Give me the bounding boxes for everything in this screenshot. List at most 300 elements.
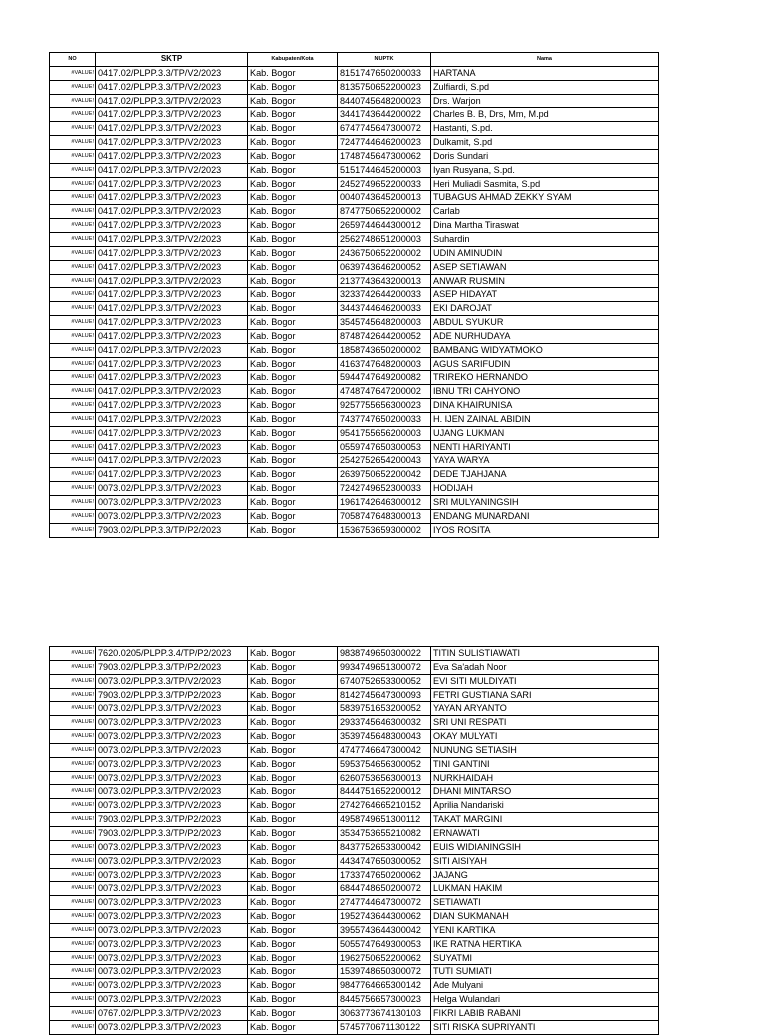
cell-kabupaten-kota: Kab. Bogor [248,951,338,965]
table-row [50,868,659,882]
cell-nuptk: 9838749650300022 [338,647,431,661]
table-row [50,1006,659,1020]
cell-nama: DHANI MINTARSO [431,785,659,799]
cell-nuptk: 3441743644200022 [338,108,431,122]
table-row [50,371,659,385]
cell-kabupaten-kota: Kab. Bogor [248,1006,338,1020]
cell-nama: TITIN SULISTIAWATI [431,647,659,661]
table-row [50,716,659,730]
cell-sktp: 0073.02/PLPP.3.3/TP/V2/2023 [96,937,248,951]
cell-nuptk: 8151747650200033 [338,66,431,80]
cell-kabupaten-kota: Kab. Bogor [248,910,338,924]
cell-nama: UDIN AMINUDIN [431,246,659,260]
cell-nuptk: 5151744645200003 [338,163,431,177]
cell-kabupaten-kota: Kab. Bogor [248,813,338,827]
cell-nama: YAYA WARYA [431,454,659,468]
header-nama: Nama [431,53,659,67]
cell-kabupaten-kota: Kab. Bogor [248,799,338,813]
cell-nama: H. IJEN ZAINAL ABIDIN [431,412,659,426]
cell-nama: ENDANG MUNARDANI [431,509,659,523]
cell-sktp: 0417.02/PLPP.3.3/TP/V2/2023 [96,191,248,205]
cell-nuptk: 1952743644300062 [338,910,431,924]
cell-sktp: 7620.0205/PLPP.3.4/TP/P2/2023 [96,647,248,661]
cell-kabupaten-kota: Kab. Bogor [248,205,338,219]
cell-sktp: 0073.02/PLPP.3.3/TP/V2/2023 [96,757,248,771]
table-row [50,343,659,357]
cell-sktp: 0073.02/PLPP.3.3/TP/V2/2023 [96,923,248,937]
cell-nama: TAKAT MARGINI [431,813,659,827]
table-row [50,993,659,1007]
cell-nuptk: 8440745648200023 [338,94,431,108]
cell-kabupaten-kota: Kab. Bogor [248,965,338,979]
cell-nuptk: 2452749652200033 [338,177,431,191]
cell-nama: Carlab [431,205,659,219]
cell-nuptk: 8444751652200012 [338,785,431,799]
cell-sktp: 0073.02/PLPP.3.3/TP/V2/2023 [96,771,248,785]
cell-sktp: 0417.02/PLPP.3.3/TP/V2/2023 [96,274,248,288]
cell-nama: Helga Wulandari [431,993,659,1007]
cell-nuptk: 6740752653300052 [338,674,431,688]
cell-nuptk: 5944747649200082 [338,371,431,385]
cell-nama: TUBAGUS AHMAD ZEKKY SYAM [431,191,659,205]
cell-nama: Drs. Warjon [431,94,659,108]
cell-nuptk: 3534753655210082 [338,826,431,840]
cell-sktp: 0417.02/PLPP.3.3/TP/V2/2023 [96,260,248,274]
cell-kabupaten-kota: Kab. Bogor [248,177,338,191]
cell-sktp: 0073.02/PLPP.3.3/TP/V2/2023 [96,910,248,924]
cell-nuptk: 2562748651200003 [338,232,431,246]
cell-no: #VALUE! [50,385,96,399]
cell-nama: DEDE TJAHJANA [431,468,659,482]
cell-nuptk: 1961742646300012 [338,496,431,510]
cell-nama: SRI MULYANINGSIH [431,496,659,510]
cell-nuptk: 3233742644200033 [338,288,431,302]
cell-kabupaten-kota: Kab. Bogor [248,288,338,302]
cell-kabupaten-kota: Kab. Bogor [248,688,338,702]
header-kabupaten-kota: Kabupaten/Kota [248,53,338,67]
cell-nuptk: 3443744646200033 [338,302,431,316]
header-nuptk: NUPTK [338,53,431,67]
table-row [50,454,659,468]
cell-nama: ADE NURHUDAYA [431,329,659,343]
cell-nama: ABDUL SYUKUR [431,316,659,330]
cell-nuptk: 0559747650300053 [338,440,431,454]
cell-nama: Ade Mulyani [431,979,659,993]
cell-no: #VALUE! [50,896,96,910]
cell-kabupaten-kota: Kab. Bogor [248,219,338,233]
cell-nama: DIAN SUKMANAH [431,910,659,924]
cell-kabupaten-kota: Kab. Bogor [248,329,338,343]
cell-kabupaten-kota: Kab. Bogor [248,482,338,496]
cell-sktp: 7903.02/PLPP.3.3/TP/P2/2023 [96,826,248,840]
table-row [50,205,659,219]
cell-sktp: 0073.02/PLPP.3.3/TP/V2/2023 [96,482,248,496]
cell-kabupaten-kota: Kab. Bogor [248,868,338,882]
cell-nuptk: 3539745648300043 [338,730,431,744]
cell-sktp: 0417.02/PLPP.3.3/TP/V2/2023 [96,246,248,260]
cell-kabupaten-kota: Kab. Bogor [248,757,338,771]
cell-no: #VALUE! [50,232,96,246]
cell-kabupaten-kota: Kab. Bogor [248,246,338,260]
cell-no: #VALUE! [50,357,96,371]
cell-kabupaten-kota: Kab. Bogor [248,122,338,136]
cell-no: #VALUE! [50,1006,96,1020]
cell-sktp: 0417.02/PLPP.3.3/TP/V2/2023 [96,66,248,80]
cell-sktp: 7903.02/PLPP.3.3/TP/P2/2023 [96,660,248,674]
cell-sktp: 0073.02/PLPP.3.3/TP/V2/2023 [96,730,248,744]
cell-sktp: 0073.02/PLPP.3.3/TP/V2/2023 [96,882,248,896]
cell-nuptk: 7058747648300013 [338,509,431,523]
table-row [50,288,659,302]
cell-nama: EVI SITI MULDIYATI [431,674,659,688]
cell-sktp: 7903.02/PLPP.3.3/TP/P2/2023 [96,688,248,702]
cell-kabupaten-kota: Kab. Bogor [248,260,338,274]
table-row [50,232,659,246]
cell-nama: EKI DAROJAT [431,302,659,316]
cell-nama: IBNU TRI CAHYONO [431,385,659,399]
teacher-table-page-2 [49,646,659,1035]
cell-nama: Iyan Rusyana, S.pd. [431,163,659,177]
cell-sktp: 0073.02/PLPP.3.3/TP/V2/2023 [96,702,248,716]
table-row [50,937,659,951]
cell-no: #VALUE! [50,343,96,357]
table-row [50,854,659,868]
cell-kabupaten-kota: Kab. Bogor [248,826,338,840]
cell-nuptk: 8445756657300023 [338,993,431,1007]
cell-nama: NURKHAIDAH [431,771,659,785]
cell-no: #VALUE! [50,910,96,924]
cell-kabupaten-kota: Kab. Bogor [248,149,338,163]
cell-no: #VALUE! [50,771,96,785]
cell-sktp: 0073.02/PLPP.3.3/TP/V2/2023 [96,799,248,813]
cell-no: #VALUE! [50,660,96,674]
cell-no: #VALUE! [50,399,96,413]
cell-no: #VALUE! [50,840,96,854]
cell-no: #VALUE! [50,702,96,716]
cell-no: #VALUE! [50,743,96,757]
table-row [50,785,659,799]
cell-nuptk: 8142745647300093 [338,688,431,702]
cell-kabupaten-kota: Kab. Bogor [248,274,338,288]
table-row [50,66,659,80]
table-row [50,757,659,771]
table-row [50,910,659,924]
cell-nuptk: 1962750652200062 [338,951,431,965]
cell-sktp: 0417.02/PLPP.3.3/TP/V2/2023 [96,426,248,440]
cell-nama: HARTANA [431,66,659,80]
table-row [50,660,659,674]
cell-nama: AGUS SARIFUDIN [431,357,659,371]
cell-nama: OKAY MULYATI [431,730,659,744]
cell-nuptk: 2436750652200002 [338,246,431,260]
cell-nama: DINA KHAIRUNISA [431,399,659,413]
cell-nuptk: 1748745647300062 [338,149,431,163]
table-row [50,647,659,661]
cell-kabupaten-kota: Kab. Bogor [248,412,338,426]
cell-nuptk: 5745770671130122 [338,1020,431,1034]
cell-sktp: 0417.02/PLPP.3.3/TP/V2/2023 [96,136,248,150]
table-row [50,468,659,482]
cell-sktp: 0417.02/PLPP.3.3/TP/V2/2023 [96,205,248,219]
cell-kabupaten-kota: Kab. Bogor [248,108,338,122]
cell-kabupaten-kota: Kab. Bogor [248,743,338,757]
table-row [50,440,659,454]
cell-sktp: 0073.02/PLPP.3.3/TP/V2/2023 [96,896,248,910]
table-row [50,426,659,440]
cell-sktp: 7903.02/PLPP.3.3/TP/P2/2023 [96,813,248,827]
cell-nama: TRIREKO HERNANDO [431,371,659,385]
cell-nuptk: 4747746647300042 [338,743,431,757]
cell-no: #VALUE! [50,882,96,896]
cell-nuptk: 2747744647300072 [338,896,431,910]
cell-no: #VALUE! [50,412,96,426]
cell-nuptk: 3545745648200003 [338,316,431,330]
cell-no: #VALUE! [50,813,96,827]
table-row [50,826,659,840]
cell-nama: Aprilia Nandariski [431,799,659,813]
cell-no: #VALUE! [50,94,96,108]
cell-no: #VALUE! [50,163,96,177]
cell-no: #VALUE! [50,647,96,661]
cell-nama: IYOS ROSITA [431,523,659,537]
table-row [50,965,659,979]
cell-sktp: 0417.02/PLPP.3.3/TP/V2/2023 [96,371,248,385]
cell-kabupaten-kota: Kab. Bogor [248,94,338,108]
cell-nuptk: 0040743645200013 [338,191,431,205]
cell-nuptk: 5839751653200052 [338,702,431,716]
cell-nama: ASEP HIDAYAT [431,288,659,302]
cell-sktp: 0417.02/PLPP.3.3/TP/V2/2023 [96,149,248,163]
table-row [50,302,659,316]
cell-nama: BAMBANG WIDYATMOKO [431,343,659,357]
cell-kabupaten-kota: Kab. Bogor [248,1020,338,1034]
cell-sktp: 0417.02/PLPP.3.3/TP/V2/2023 [96,302,248,316]
cell-sktp: 0417.02/PLPP.3.3/TP/V2/2023 [96,94,248,108]
cell-sktp: 0073.02/PLPP.3.3/TP/V2/2023 [96,743,248,757]
table-row [50,357,659,371]
cell-sktp: 0417.02/PLPP.3.3/TP/V2/2023 [96,454,248,468]
cell-nuptk: 9847764665300142 [338,979,431,993]
cell-nama: Dina Martha Tiraswat [431,219,659,233]
cell-sktp: 0417.02/PLPP.3.3/TP/V2/2023 [96,468,248,482]
cell-no: #VALUE! [50,468,96,482]
cell-sktp: 0073.02/PLPP.3.3/TP/V2/2023 [96,840,248,854]
table-header-row [50,53,659,67]
table-row [50,799,659,813]
table-row [50,122,659,136]
cell-nama: UJANG LUKMAN [431,426,659,440]
cell-sktp: 0417.02/PLPP.3.3/TP/V2/2023 [96,288,248,302]
cell-no: #VALUE! [50,316,96,330]
cell-sktp: 0073.02/PLPP.3.3/TP/V2/2023 [96,716,248,730]
cell-kabupaten-kota: Kab. Bogor [248,937,338,951]
cell-no: #VALUE! [50,122,96,136]
cell-kabupaten-kota: Kab. Bogor [248,66,338,80]
cell-sktp: 0417.02/PLPP.3.3/TP/V2/2023 [96,399,248,413]
cell-sktp: 0417.02/PLPP.3.3/TP/V2/2023 [96,329,248,343]
cell-kabupaten-kota: Kab. Bogor [248,468,338,482]
table-row [50,94,659,108]
teacher-table-page-1 [49,52,659,538]
cell-nama: TUTI SUMIATI [431,965,659,979]
cell-kabupaten-kota: Kab. Bogor [248,454,338,468]
cell-no: #VALUE! [50,246,96,260]
cell-no: #VALUE! [50,688,96,702]
table-row [50,509,659,523]
cell-kabupaten-kota: Kab. Bogor [248,426,338,440]
cell-no: #VALUE! [50,288,96,302]
cell-no: #VALUE! [50,1020,96,1034]
cell-nuptk: 9257755656300023 [338,399,431,413]
cell-nama: YAYAN ARYANTO [431,702,659,716]
table-row [50,80,659,94]
table-row [50,163,659,177]
table-row [50,882,659,896]
cell-nama: SITI AISIYAH [431,854,659,868]
header-sktp: SKTP [96,53,248,67]
cell-nama: Eva Sa'adah Noor [431,660,659,674]
cell-nama: TINI GANTINI [431,757,659,771]
cell-nuptk: 1536753659300002 [338,523,431,537]
table-row [50,496,659,510]
cell-kabupaten-kota: Kab. Bogor [248,523,338,537]
cell-no: #VALUE! [50,757,96,771]
cell-nuptk: 8748742644200052 [338,329,431,343]
cell-nuptk: 7247744646200023 [338,136,431,150]
table-row [50,730,659,744]
cell-nama: ASEP SETIAWAN [431,260,659,274]
cell-no: #VALUE! [50,854,96,868]
cell-kabupaten-kota: Kab. Bogor [248,163,338,177]
cell-sktp: 0073.02/PLPP.3.3/TP/V2/2023 [96,854,248,868]
cell-nuptk: 7437747650200033 [338,412,431,426]
cell-no: #VALUE! [50,108,96,122]
cell-nuptk: 9541755656200003 [338,426,431,440]
cell-nuptk: 6844748650200072 [338,882,431,896]
cell-no: #VALUE! [50,80,96,94]
table-row [50,412,659,426]
cell-kabupaten-kota: Kab. Bogor [248,509,338,523]
cell-kabupaten-kota: Kab. Bogor [248,302,338,316]
cell-kabupaten-kota: Kab. Bogor [248,343,338,357]
cell-sktp: 0417.02/PLPP.3.3/TP/V2/2023 [96,80,248,94]
table-row [50,896,659,910]
cell-no: #VALUE! [50,993,96,1007]
table-row [50,316,659,330]
cell-no: #VALUE! [50,826,96,840]
cell-no: #VALUE! [50,674,96,688]
cell-kabupaten-kota: Kab. Bogor [248,316,338,330]
cell-sktp: 0417.02/PLPP.3.3/TP/V2/2023 [96,357,248,371]
table-row [50,136,659,150]
cell-kabupaten-kota: Kab. Bogor [248,882,338,896]
cell-no: #VALUE! [50,923,96,937]
cell-nuptk: 1733747650200062 [338,868,431,882]
cell-sktp: 0073.02/PLPP.3.3/TP/V2/2023 [96,979,248,993]
cell-no: #VALUE! [50,440,96,454]
cell-nama: Heri Muliadi Sasmita, S.pd [431,177,659,191]
cell-sktp: 0417.02/PLPP.3.3/TP/V2/2023 [96,440,248,454]
table-row [50,482,659,496]
cell-sktp: 0073.02/PLPP.3.3/TP/V2/2023 [96,509,248,523]
cell-nama: SUYATMI [431,951,659,965]
cell-no: #VALUE! [50,219,96,233]
cell-no: #VALUE! [50,799,96,813]
cell-kabupaten-kota: Kab. Bogor [248,136,338,150]
cell-nuptk: 2742764665210152 [338,799,431,813]
cell-kabupaten-kota: Kab. Bogor [248,730,338,744]
table-row [50,274,659,288]
cell-sktp: 0417.02/PLPP.3.3/TP/V2/2023 [96,177,248,191]
cell-nuptk: 6747745647300072 [338,122,431,136]
cell-no: #VALUE! [50,302,96,316]
cell-sktp: 0417.02/PLPP.3.3/TP/V2/2023 [96,232,248,246]
cell-no: #VALUE! [50,205,96,219]
cell-no: #VALUE! [50,951,96,965]
cell-nuptk: 5953754656300052 [338,757,431,771]
cell-nuptk: 2137743643200013 [338,274,431,288]
cell-kabupaten-kota: Kab. Bogor [248,191,338,205]
table-row [50,399,659,413]
cell-no: #VALUE! [50,509,96,523]
table-row [50,177,659,191]
cell-nama: YENI KARTIKA [431,923,659,937]
cell-no: #VALUE! [50,66,96,80]
cell-no: #VALUE! [50,937,96,951]
cell-kabupaten-kota: Kab. Bogor [248,371,338,385]
cell-sktp: 0417.02/PLPP.3.3/TP/V2/2023 [96,412,248,426]
cell-sktp: 0417.02/PLPP.3.3/TP/V2/2023 [96,343,248,357]
cell-no: #VALUE! [50,177,96,191]
cell-no: #VALUE! [50,426,96,440]
table-row [50,385,659,399]
cell-nuptk: 3063773674130103 [338,1006,431,1020]
cell-kabupaten-kota: Kab. Bogor [248,785,338,799]
table-row [50,523,659,537]
cell-kabupaten-kota: Kab. Bogor [248,896,338,910]
cell-no: #VALUE! [50,523,96,537]
cell-nuptk: 2933745646300032 [338,716,431,730]
cell-nuptk: 8747750652200002 [338,205,431,219]
cell-nuptk: 9934749651300072 [338,660,431,674]
cell-nama: IKE RATNA HERTIKA [431,937,659,951]
cell-nuptk: 4958749651300112 [338,813,431,827]
cell-kabupaten-kota: Kab. Bogor [248,399,338,413]
table-row [50,688,659,702]
cell-sktp: 0073.02/PLPP.3.3/TP/V2/2023 [96,993,248,1007]
cell-nuptk: 4163747648200003 [338,357,431,371]
table-row [50,191,659,205]
cell-nama: SRI UNI RESPATI [431,716,659,730]
table-row [50,219,659,233]
cell-nuptk: 0639743646200052 [338,260,431,274]
cell-nuptk: 5055747649300053 [338,937,431,951]
cell-nuptk: 7242749652300033 [338,482,431,496]
cell-sktp: 0073.02/PLPP.3.3/TP/V2/2023 [96,496,248,510]
table-row [50,813,659,827]
cell-kabupaten-kota: Kab. Bogor [248,647,338,661]
cell-sktp: 0073.02/PLPP.3.3/TP/V2/2023 [96,868,248,882]
cell-nuptk: 1539748650300072 [338,965,431,979]
cell-no: #VALUE! [50,979,96,993]
cell-no: #VALUE! [50,191,96,205]
cell-nuptk: 4748747647200002 [338,385,431,399]
cell-nama: FIKRI LABIB RABANI [431,1006,659,1020]
cell-nuptk: 2639750652200042 [338,468,431,482]
header-no: NO [50,53,96,67]
cell-nama: Dulkamit, S.pd [431,136,659,150]
cell-nuptk: 2542752654200043 [338,454,431,468]
